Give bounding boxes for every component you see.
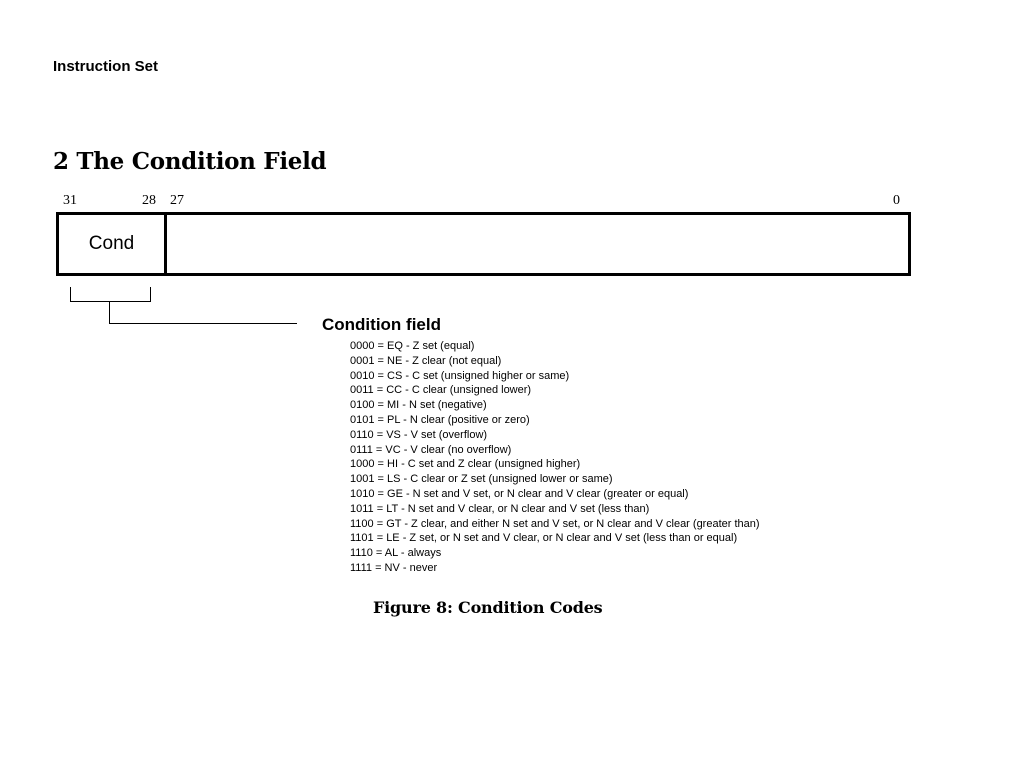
bit-number-28: 28: [142, 193, 156, 208]
figure-caption: Figure 8: Condition Codes: [373, 598, 603, 617]
running-header: Instruction Set: [53, 58, 159, 75]
condition-code-item: 0010 = CS - C set (unsigned higher or same): [350, 369, 570, 382]
condition-code-item: 1100 = GT - Z clear, and either N set and V set, or N clear and V clear (greater than): [350, 517, 760, 530]
condition-field-title: Condition field: [322, 315, 441, 334]
condition-code-item: 0011 = CC - C clear (unsigned lower): [350, 384, 532, 397]
condition-code-item: 0000 = EQ - Z set (equal): [350, 340, 475, 352]
condition-code-item: 0111 = VC - V clear (no overflow): [350, 443, 512, 456]
condition-code-item: 1000 = HI - C set and Z clear (unsigned higher): [350, 458, 581, 471]
cond-field-label: Cond: [88, 233, 135, 254]
connector-vertical-line: [109, 302, 110, 324]
instruction-word-box: [56, 212, 911, 276]
condition-code-item: 0110 = VS - V set (overflow): [350, 428, 488, 441]
condition-code-item: 1011 = LT - N set and V clear, or N clear and V set (less than): [350, 502, 650, 515]
bit-number-31: 31: [63, 193, 77, 208]
condition-code-item: 0101 = PL - N clear (positive or zero): [350, 413, 530, 426]
connector-horizontal-line: [109, 323, 297, 324]
condition-code-item: 1010 = GE - N set and V set, or N clear and V clear (greater or equal): [350, 487, 689, 500]
condition-code-list: [350, 339, 760, 576]
condition-code-item: 1001 = LS - C clear or Z set (unsigned lower or same): [350, 473, 613, 486]
bit-number-0: 0: [893, 193, 900, 208]
bit-number-27: 27: [170, 193, 184, 208]
cond-bracket: [70, 287, 151, 302]
condition-code-item: 0001 = NE - Z clear (not equal): [350, 354, 502, 367]
field-divider: [164, 215, 167, 273]
section-title: 2 The Condition Field: [53, 148, 327, 175]
condition-code-item: 1111 = NV - never: [350, 561, 438, 574]
condition-code-item: 1110 = AL - always: [350, 547, 442, 560]
condition-code-item: 0100 = MI - N set (negative): [350, 399, 487, 412]
condition-code-item: 1101 = LE - Z set, or N set and V clear, or N clear and V set (less than or equal): [350, 532, 738, 545]
